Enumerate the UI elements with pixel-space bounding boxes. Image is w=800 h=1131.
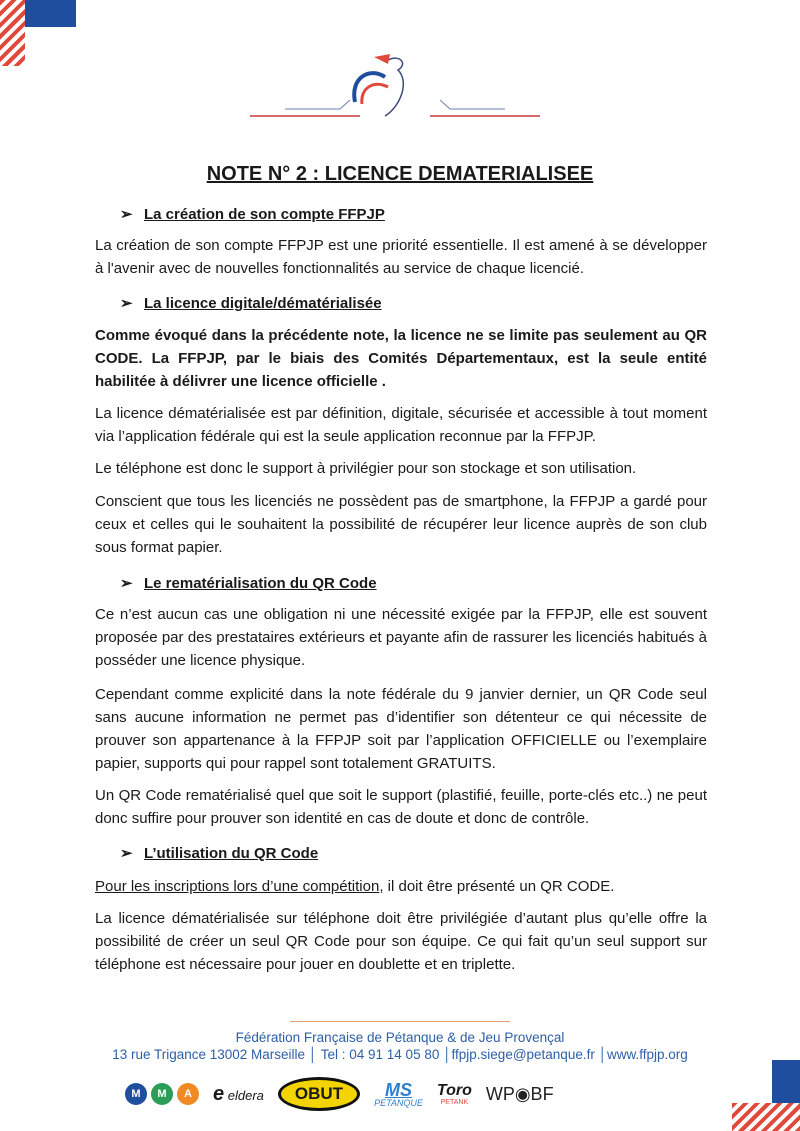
footer-divider xyxy=(290,1021,510,1022)
paragraph: Ce n’est aucun cas une obligation ni une nécessité exigée par la FFPJP, elle est souvent proposée par des prestataires extérieurs et payante afin de rassurer les licenciés habitués à posséder une licence physique. xyxy=(95,606,707,669)
arrow-bullet-icon: ➢ xyxy=(120,845,133,862)
paragraph: Cependant comme explicité dans la note fédérale du 9 janvier dernier, un QR Code seul sans aucune information ne permet pas d’identifier son détenteur ce qui nécessite de prouver son appartenance à la FFPJP soit par l’application OFFICIELLE ou l’exemplaire papier, supports qui pour rappel sont totalement GRATUITS. xyxy=(95,686,707,772)
paragraph: Conscient que tous les licenciés ne possèdent pas de smartphone, la FFPJP a gardé pour ceux et celles qui le souhaitent la possibilité de récupérer leur licence auprès de son club sous format papier. xyxy=(95,493,707,556)
toro-sub: PETANK xyxy=(440,1098,469,1106)
heading-text: La création de son compte FFPJP xyxy=(144,206,385,223)
corner-decoration-blue xyxy=(24,0,76,27)
ms-petanque-logo xyxy=(374,1081,423,1108)
ffpjp-logo xyxy=(250,52,540,122)
wpbf-logo: WP◉BF xyxy=(485,1083,554,1104)
paragraph: Le téléphone est donc le support à privilégier pour son stockage et son utilisation. xyxy=(95,460,637,477)
arrow-bullet-icon: ➢ xyxy=(120,206,133,223)
mma-letter: A xyxy=(177,1083,199,1105)
mma-letter: M xyxy=(151,1083,173,1105)
heading-text: Le rematérialisation du QR Code xyxy=(144,575,377,592)
section-heading xyxy=(120,844,318,862)
heading-text: La licence digitale/dématérialisée xyxy=(144,295,382,312)
corner-decoration-stripes xyxy=(732,1103,800,1131)
paragraph: La licence dématérialisée est par définition, digitale, sécurisée et accessible à tout moment via l’application fédérale qui est la seule application reconnue par la FFPJP. xyxy=(95,405,707,445)
text: , il doit être présenté un QR CODE. xyxy=(379,878,615,895)
paragraph xyxy=(95,875,707,898)
ms-sub: PETANQUE xyxy=(374,1097,423,1108)
ms-text: MS xyxy=(384,1079,412,1100)
mma-letter: M xyxy=(125,1083,147,1105)
heading-text: L’utilisation du QR Code xyxy=(144,845,319,862)
paragraph: Un QR Code rematérialisé quel que soit le support (plastifié, feuille, porte-clés etc..) ne peut donc suffire pour prouver son identité en cas de doute et donc de contrôle. xyxy=(95,787,707,827)
page-title: NOTE N° 2 : LICENCE DEMATERIALISEE xyxy=(206,163,594,185)
mma-logo xyxy=(125,1083,199,1105)
toro-logo xyxy=(437,1083,472,1106)
toro-text: Toro xyxy=(436,1081,472,1099)
eldera-text: eldera xyxy=(227,1087,264,1103)
corner-decoration-stripes xyxy=(0,0,25,66)
bold-paragraph: Comme évoqué dans la précédente note, la licence ne se limite pas seulement au QR CODE. La FFPJP, par le biais des Comités Départementaux, est la seule entité habilitée à délivrer une licence officielle . xyxy=(95,327,707,390)
section-heading xyxy=(120,574,377,592)
paragraph: La création de son compte FFPJP est une priorité essentielle. Il est amené à se développer à l'avenir avec de nouvelles fonctionnalités au service de chaque licencié. xyxy=(95,237,707,277)
section-heading xyxy=(120,294,382,312)
section-heading xyxy=(120,205,385,223)
underlined-text: Pour les inscriptions lors d’une compétition xyxy=(95,878,380,895)
sponsor-logos xyxy=(125,1077,554,1111)
arrow-bullet-icon: ➢ xyxy=(120,575,133,592)
obut-logo: OBUT xyxy=(278,1077,360,1111)
arrow-bullet-icon: ➢ xyxy=(120,295,133,312)
footer-org: Fédération Française de Pétanque & de Jeu Provençal xyxy=(235,1030,565,1045)
eldera-logo: e eldera xyxy=(213,1082,264,1105)
paragraph: La licence dématérialisée sur téléphone doit être privilégiée d’autant plus qu’elle offre la possibilité de créer un seul QR Code pour son équipe. Ce qui fait qu’un seul support sur téléphone est nécessaire pour jouer en doublette et en triplette. xyxy=(95,910,707,973)
footer-contact: 13 rue Trigance 13002 Marseille │ Tel : 04 91 14 05 80 │ffpjp.siege@petanque.fr │www.ffpjp.org xyxy=(112,1047,688,1062)
